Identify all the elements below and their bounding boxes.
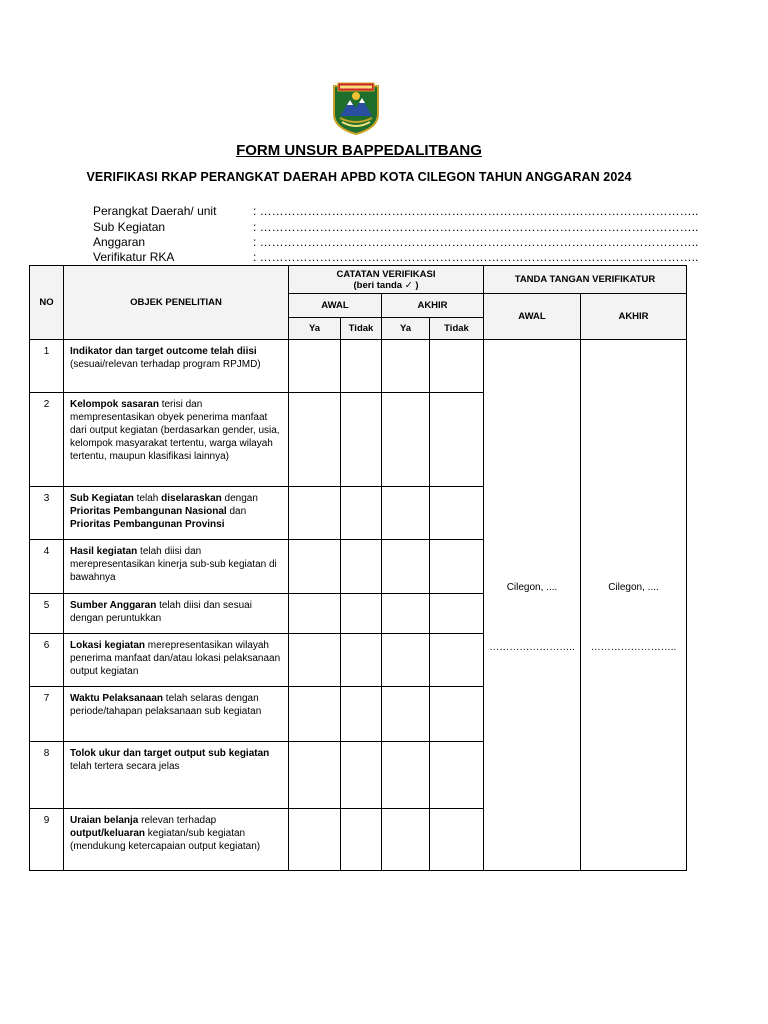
check-ya-akhir[interactable] (382, 687, 430, 742)
check-ya-awal[interactable] (289, 393, 341, 487)
info-label: Verifikatur RKA (93, 250, 175, 264)
row-objek (64, 634, 289, 687)
check-tidak-awal[interactable] (341, 634, 382, 687)
check-tidak-akhir[interactable] (430, 594, 484, 634)
row-objek-text: terisi dan mempresentasikan obyek penerima manfaat dari output kegiatan (berdasarkan gender, usia, kelompok masyarakat tertentu, warga wilayah tertentu, maupun klasifikasi lainnya) (70, 399, 280, 462)
check-ya-awal[interactable] (289, 634, 341, 687)
check-ya-awal[interactable] (289, 687, 341, 742)
info-value-field[interactable]: : ……………………………………………………………………………………………….. (253, 220, 699, 234)
catatan-line1: CATATAN VERIFIKASI (336, 268, 436, 280)
signature-name-akhir: …………………….. (590, 642, 677, 653)
row-objek (64, 594, 289, 634)
row-number: 3 (30, 487, 64, 540)
check-tidak-akhir[interactable] (430, 540, 484, 594)
verification-table (29, 265, 687, 871)
check-ya-awal[interactable] (289, 809, 341, 871)
check-ya-akhir[interactable] (382, 809, 430, 871)
check-ya-akhir[interactable] (382, 487, 430, 540)
info-row-verifikatur (93, 250, 698, 266)
check-ya-awal[interactable] (289, 540, 341, 594)
signature-place-akhir: Cilegon, .... (608, 582, 659, 593)
row-objek-text: telah diisi dan sesuai dengan peruntukkan (70, 600, 252, 624)
row-number: 8 (30, 742, 64, 809)
check-ya-akhir[interactable] (382, 634, 430, 687)
row-objek-text: telah diisi dan merepresentasikan kinerja sub-sub kegiatan di bawahnya (70, 546, 277, 583)
check-ya-awal[interactable] (289, 340, 341, 393)
header-tanda-tangan: TANDA TANGAN VERIFIKATUR (484, 266, 687, 294)
check-tidak-akhir[interactable] (430, 742, 484, 809)
signature-awal[interactable] (484, 340, 581, 871)
header-sign-akhir: AKHIR (581, 294, 687, 340)
check-tidak-akhir[interactable] (430, 809, 484, 871)
form-title: FORM UNSUR BAPPEDALITBANG (236, 142, 482, 159)
row-objek (64, 687, 289, 742)
row-objek: Uraian belanja relevan terhadap output/keluaran kegiatan/sub kegiatan (mendukung ketercapaian output kegiatan) (64, 809, 289, 871)
check-tidak-awal[interactable] (341, 594, 382, 634)
check-ya-awal[interactable] (289, 742, 341, 809)
check-tidak-akhir[interactable] (430, 634, 484, 687)
row-objek-bold: Hasil kegiatan (70, 546, 138, 557)
table-row (30, 340, 687, 393)
check-tidak-awal[interactable] (341, 809, 382, 871)
row-objek: Sub Kegiatan telah diselaraskan dengan Prioritas Pembangunan Nasional dan Prioritas Pembangunan Provinsi (64, 487, 289, 540)
header-awal: AWAL (289, 294, 382, 318)
row-number: 7 (30, 687, 64, 742)
check-ya-akhir[interactable] (382, 742, 430, 809)
row-objek-text: merepresentasikan wilayah penerima manfaat dan/atau lokasi pelaksanaan output kegiatan (70, 640, 281, 677)
header-akhir: AKHIR (382, 294, 484, 318)
check-ya-akhir[interactable] (382, 594, 430, 634)
check-ya-awal[interactable] (289, 487, 341, 540)
row-number: 5 (30, 594, 64, 634)
check-ya-akhir[interactable] (382, 340, 430, 393)
signature-name-awal: …………………….. (489, 642, 575, 653)
header-sign-awal: AWAL (484, 294, 581, 340)
row-objek-bold: Tolok ukur dan target output sub kegiatan (70, 748, 270, 759)
header-tidak-awal: Tidak (341, 318, 382, 340)
check-tidak-awal[interactable] (341, 687, 382, 742)
check-tidak-akhir[interactable] (430, 393, 484, 487)
header-catatan-verifikasi (289, 266, 484, 294)
check-ya-akhir[interactable] (382, 393, 430, 487)
row-objek (64, 340, 289, 393)
header-ya-akhir: Ya (382, 318, 430, 340)
info-row-perangkat-daerah (93, 204, 698, 220)
info-value-field[interactable]: : ……………………………………………………………………………………………….. (253, 235, 699, 249)
row-number: 9 (30, 809, 64, 871)
row-objek-bold: Lokasi kegiatan (70, 640, 146, 651)
header-no: NO (30, 266, 64, 340)
check-tidak-awal[interactable] (341, 742, 382, 809)
row-objek-text: telah selaras dengan periode/tahapan pelaksanaan sub kegiatan (70, 693, 262, 717)
info-row-sub-kegiatan (93, 220, 698, 236)
header-ya-awal: Ya (289, 318, 341, 340)
info-label: Sub Kegiatan (93, 220, 166, 234)
row-objek-text: telah tertera secara jelas (70, 761, 180, 772)
check-tidak-akhir[interactable] (430, 687, 484, 742)
catatan-line2: (beri tanda ✓ ) (353, 279, 419, 291)
check-ya-akhir[interactable] (382, 540, 430, 594)
check-ya-awal[interactable] (289, 594, 341, 634)
check-tidak-akhir[interactable] (430, 340, 484, 393)
check-tidak-awal[interactable] (341, 540, 382, 594)
row-number: 2 (30, 393, 64, 487)
check-tidak-akhir[interactable] (430, 487, 484, 540)
row-number: 6 (30, 634, 64, 687)
row-objek-bold: Kelompok sasaran (70, 399, 159, 410)
check-tidak-awal[interactable] (341, 487, 382, 540)
info-value-field[interactable]: : ……………………………………………………………………………………………….. (253, 250, 699, 264)
row-objek (64, 393, 289, 487)
row-number: 4 (30, 540, 64, 594)
check-tidak-awal[interactable] (341, 340, 382, 393)
row-objek (64, 540, 289, 594)
row-objek-text: (sesuai/relevan terhadap program RPJMD) (70, 359, 261, 370)
row-number: 1 (30, 340, 64, 393)
signature-place-awal: Cilegon, .... (506, 582, 558, 593)
info-label: Perangkat Daerah/ unit (93, 204, 217, 218)
kota-cilegon-emblem (330, 80, 382, 136)
row-objek-bold: Waktu Pelaksanaan (70, 693, 164, 704)
form-subtitle: VERIFIKASI RKAP PERANGKAT DAERAH APBD KOTA CILEGON TAHUN ANGGARAN 2024 (86, 170, 632, 184)
info-value-field[interactable]: : ……………………………………………………………………………………………….. (253, 204, 699, 218)
row-objek-bold: Indikator dan target outcome telah diisi (70, 346, 257, 357)
row-objek (64, 742, 289, 809)
row-objek-bold: Sumber Anggaran (70, 600, 157, 611)
header-objek-penelitian: OBJEK PENELITIAN (64, 266, 289, 340)
check-tidak-awal[interactable] (341, 393, 382, 487)
info-label: Anggaran (93, 235, 146, 249)
signature-akhir[interactable] (581, 340, 687, 871)
info-row-anggaran (93, 235, 698, 251)
header-tidak-akhir: Tidak (430, 318, 484, 340)
